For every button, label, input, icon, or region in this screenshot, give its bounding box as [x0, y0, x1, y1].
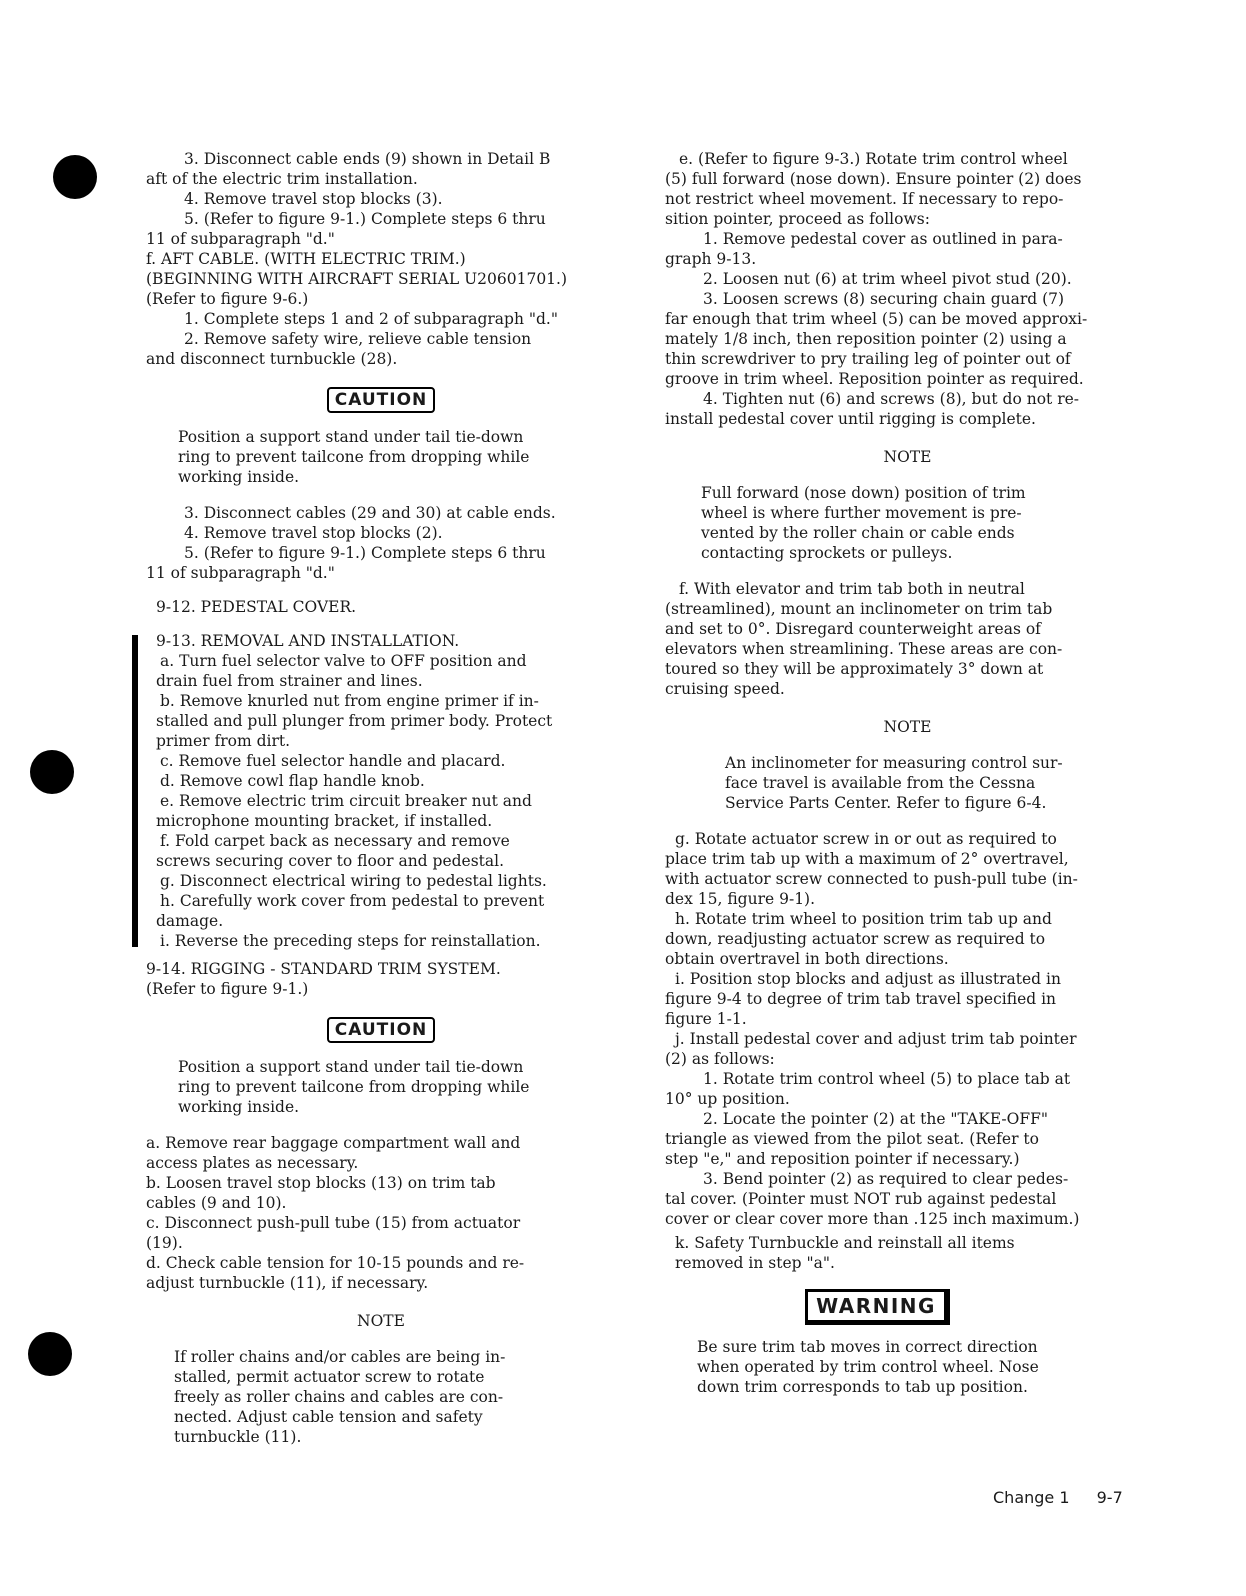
text-line: e. Remove electric trim circuit breaker nut and: [160, 792, 532, 810]
text-line: microphone mounting bracket, if installed.: [156, 812, 493, 830]
text-line: and set to 0°. Disregard counterweight areas of: [665, 620, 1041, 638]
text-line: adjust turnbuckle (11), if necessary.: [146, 1274, 429, 1292]
text-line: mately 1/8 inch, then reposition pointer (2) using a: [665, 330, 1067, 348]
text-line: 10° up position.: [665, 1090, 790, 1108]
text-line: freely as roller chains and cables are con-: [174, 1388, 504, 1406]
right-column: [665, 149, 1150, 1413]
revision-block: [146, 631, 616, 951]
caution-label: CAUTION: [327, 387, 436, 413]
text-line: thin screwdriver to pry trailing leg of pointer out of: [665, 350, 1071, 368]
caution-banner: [146, 387, 616, 413]
text-line: down trim corresponds to tab up position.: [697, 1378, 1028, 1396]
punch-hole-top: [53, 155, 97, 199]
text-line: groove in trim wheel. Reposition pointer as required.: [665, 370, 1084, 388]
text-line: Service Parts Center. Refer to figure 6-4.: [725, 794, 1047, 812]
text-line: h. Carefully work cover from pedestal to prevent: [160, 892, 545, 910]
text-line: 4. Remove travel stop blocks (3).: [184, 190, 443, 208]
text-line: when operated by trim control wheel. Nose: [697, 1358, 1039, 1376]
text-line: 1. Remove pedestal cover as outlined in para-: [703, 230, 1063, 248]
text-line: 3. Bend pointer (2) as required to clear pedes-: [703, 1170, 1069, 1188]
text-line: face travel is available from the Cessna: [725, 774, 1036, 792]
text-line: An inclinometer for measuring control sur-: [725, 754, 1063, 772]
text-line: screws securing cover to floor and pedestal.: [156, 852, 505, 870]
text-line: f. With elevator and trim tab both in neutral: [679, 580, 1025, 598]
text-line: sition pointer, proceed as follows:: [665, 210, 930, 228]
text-line: 4. Tighten nut (6) and screws (8), but do not re-: [703, 390, 1080, 408]
caution-text: [146, 1057, 616, 1117]
text-line: e. (Refer to figure 9-3.) Rotate trim control wheel: [679, 150, 1068, 168]
change-label: Change 1: [993, 1488, 1070, 1507]
text-line: working inside.: [178, 1098, 300, 1116]
text-line: f. AFT CABLE. (WITH ELECTRIC TRIM.): [146, 250, 466, 268]
text-line: access plates as necessary.: [146, 1154, 359, 1172]
text-line: figure 9-4 to degree of trim tab travel specified in: [665, 990, 1057, 1008]
text-line: contacting sprockets or pulleys.: [701, 544, 953, 562]
text-line: Full forward (nose down) position of trim: [701, 484, 1026, 502]
text-line: 3. Loosen screws (8) securing chain guard (7): [703, 290, 1065, 308]
text-line: a. Remove rear baggage compartment wall and: [146, 1134, 521, 1152]
section-heading-9-12: 9-12. PEDESTAL COVER.: [156, 598, 357, 616]
text-line: figure 1-1.: [665, 1010, 747, 1028]
text-line: damage.: [156, 912, 224, 930]
warning-text: [665, 1337, 1150, 1397]
page-number: 9-7: [1096, 1488, 1123, 1507]
text-line: b. Remove knurled nut from engine primer if in-: [160, 692, 539, 710]
text-line: ring to prevent tailcone from dropping while: [178, 1078, 530, 1096]
text-line: with actuator screw connected to push-pull tube (in-: [665, 870, 1078, 888]
text-line: 4. Remove travel stop blocks (2).: [184, 524, 443, 542]
text-line: turnbuckle (11).: [174, 1428, 302, 1446]
text-line: cover or clear cover more than .125 inch maximum.): [665, 1210, 1080, 1228]
text-line: 1. Complete steps 1 and 2 of subparagraph "d.": [184, 310, 558, 328]
text-line: If roller chains and/or cables are being in-: [174, 1348, 506, 1366]
text-line: 3. Disconnect cable ends (9) shown in Detail B: [184, 150, 551, 168]
note-heading: NOTE: [357, 1312, 405, 1330]
text-line: primer from dirt.: [156, 732, 291, 750]
text-line: aft of the electric trim installation.: [146, 170, 418, 188]
section-heading-9-14: 9-14. RIGGING - STANDARD TRIM SYSTEM.: [146, 960, 501, 978]
text-line: cruising speed.: [665, 680, 785, 698]
text-line: Position a support stand under tail tie-down: [178, 428, 524, 446]
text-line: Be sure trim tab moves in correct direction: [697, 1338, 1038, 1356]
text-line: 11 of subparagraph "d.": [146, 564, 335, 582]
text-line: d. Remove cowl flap handle knob.: [160, 772, 425, 790]
text-line: 5. (Refer to figure 9-1.) Complete steps 6 thru: [184, 544, 546, 562]
text-line: 2. Loosen nut (6) at trim wheel pivot stud (20).: [703, 270, 1072, 288]
page-footer: [993, 1488, 1123, 1507]
text-line: stalled and pull plunger from primer body. Protect: [156, 712, 553, 730]
note-text: [665, 483, 1150, 563]
text-line: k. Safety Turnbuckle and reinstall all items: [675, 1234, 1015, 1252]
text-line: (Refer to figure 9-6.): [146, 290, 309, 308]
text-line: and disconnect turnbuckle (28).: [146, 350, 398, 368]
text-line: f. Fold carpet back as necessary and remove: [160, 832, 510, 850]
text-line: tal cover. (Pointer must NOT rub against pedestal: [665, 1190, 1057, 1208]
text-line: Position a support stand under tail tie-down: [178, 1058, 524, 1076]
text-line: drain fuel from strainer and lines.: [156, 672, 423, 690]
text-line: removed in step "a".: [675, 1254, 835, 1272]
text-line: wheel is where further movement is pre-: [701, 504, 1022, 522]
punch-hole-middle: [30, 750, 74, 794]
left-column: [146, 149, 616, 1463]
caution-text: [146, 427, 616, 487]
text-line: 1. Rotate trim control wheel (5) to place tab at: [703, 1070, 1071, 1088]
text-line: c. Disconnect push-pull tube (15) from actuator: [146, 1214, 521, 1232]
text-line: (2) as follows:: [665, 1050, 775, 1068]
text-line: far enough that trim wheel (5) can be moved approxi-: [665, 310, 1088, 328]
caution-label: CAUTION: [327, 1017, 436, 1043]
text-line: 3. Disconnect cables (29 and 30) at cable ends.: [184, 504, 556, 522]
text-line: stalled, permit actuator screw to rotate: [174, 1368, 485, 1386]
text-line: g. Rotate actuator screw in or out as required to: [675, 830, 1057, 848]
text-line: d. Check cable tension for 10-15 pounds and re-: [146, 1254, 525, 1272]
text-line: dex 15, figure 9-1).: [665, 890, 816, 908]
text-line: elevators when streamlining. These areas are con-: [665, 640, 1063, 658]
text-line: (BEGINNING WITH AIRCRAFT SERIAL U20601701.): [146, 270, 568, 288]
note-text: [146, 1347, 616, 1447]
text-line: j. Install pedestal cover and adjust trim tab pointer: [675, 1030, 1077, 1048]
text-line: g. Disconnect electrical wiring to pedestal lights.: [160, 872, 547, 890]
punch-hole-bottom: [28, 1332, 72, 1376]
text-line: 2. Locate the pointer (2) at the "TAKE-OFF": [703, 1110, 1049, 1128]
text-line: i. Reverse the preceding steps for reinstallation.: [160, 932, 541, 950]
section-heading-9-13: 9-13. REMOVAL AND INSTALLATION.: [156, 632, 460, 650]
text-line: graph 9-13.: [665, 250, 757, 268]
text-line: ring to prevent tailcone from dropping while: [178, 448, 530, 466]
text-line: (streamlined), mount an inclinometer on trim tab: [665, 600, 1053, 618]
text-line: step "e," and reposition pointer if necessary.): [665, 1150, 1020, 1168]
text-line: (19).: [146, 1234, 183, 1252]
text-line: b. Loosen travel stop blocks (13) on trim tab: [146, 1174, 496, 1192]
note-heading: NOTE: [883, 718, 932, 736]
warning-banner: [665, 1289, 1150, 1325]
text-line: 5. (Refer to figure 9-1.) Complete steps 6 thru: [184, 210, 546, 228]
text-line: nected. Adjust cable tension and safety: [174, 1408, 483, 1426]
text-line: (5) full forward (nose down). Ensure pointer (2) does: [665, 170, 1082, 188]
text-line: working inside.: [178, 468, 300, 486]
caution-banner: [146, 1017, 616, 1043]
text-line: triangle as viewed from the pilot seat. (Refer to: [665, 1130, 1039, 1148]
text-line: obtain overtravel in both directions.: [665, 950, 949, 968]
text-line: toured so they will be approximately 3° down at: [665, 660, 1044, 678]
text-line: vented by the roller chain or cable ends: [701, 524, 1015, 542]
note-text: [665, 753, 1150, 813]
text-line: i. Position stop blocks and adjust as illustrated in: [675, 970, 1061, 988]
text-line: place trim tab up with a maximum of 2° overtravel,: [665, 850, 1069, 868]
text-line: 11 of subparagraph "d.": [146, 230, 335, 248]
text-line: down, readjusting actuator screw as required to: [665, 930, 1046, 948]
warning-label: WARNING: [805, 1289, 950, 1325]
text-line: (Refer to figure 9-1.): [146, 980, 309, 998]
text-line: c. Remove fuel selector handle and placard.: [160, 752, 506, 770]
text-line: cables (9 and 10).: [146, 1194, 287, 1212]
text-line: h. Rotate trim wheel to position trim tab up and: [675, 910, 1052, 928]
text-line: not restrict wheel movement. If necessary to repo-: [665, 190, 1064, 208]
revision-bar: [132, 635, 138, 947]
text-line: a. Turn fuel selector valve to OFF position and: [160, 652, 527, 670]
text-line: install pedestal cover until rigging is complete.: [665, 410, 1036, 428]
text-line: 2. Remove safety wire, relieve cable tension: [184, 330, 532, 348]
note-heading: NOTE: [883, 448, 932, 466]
